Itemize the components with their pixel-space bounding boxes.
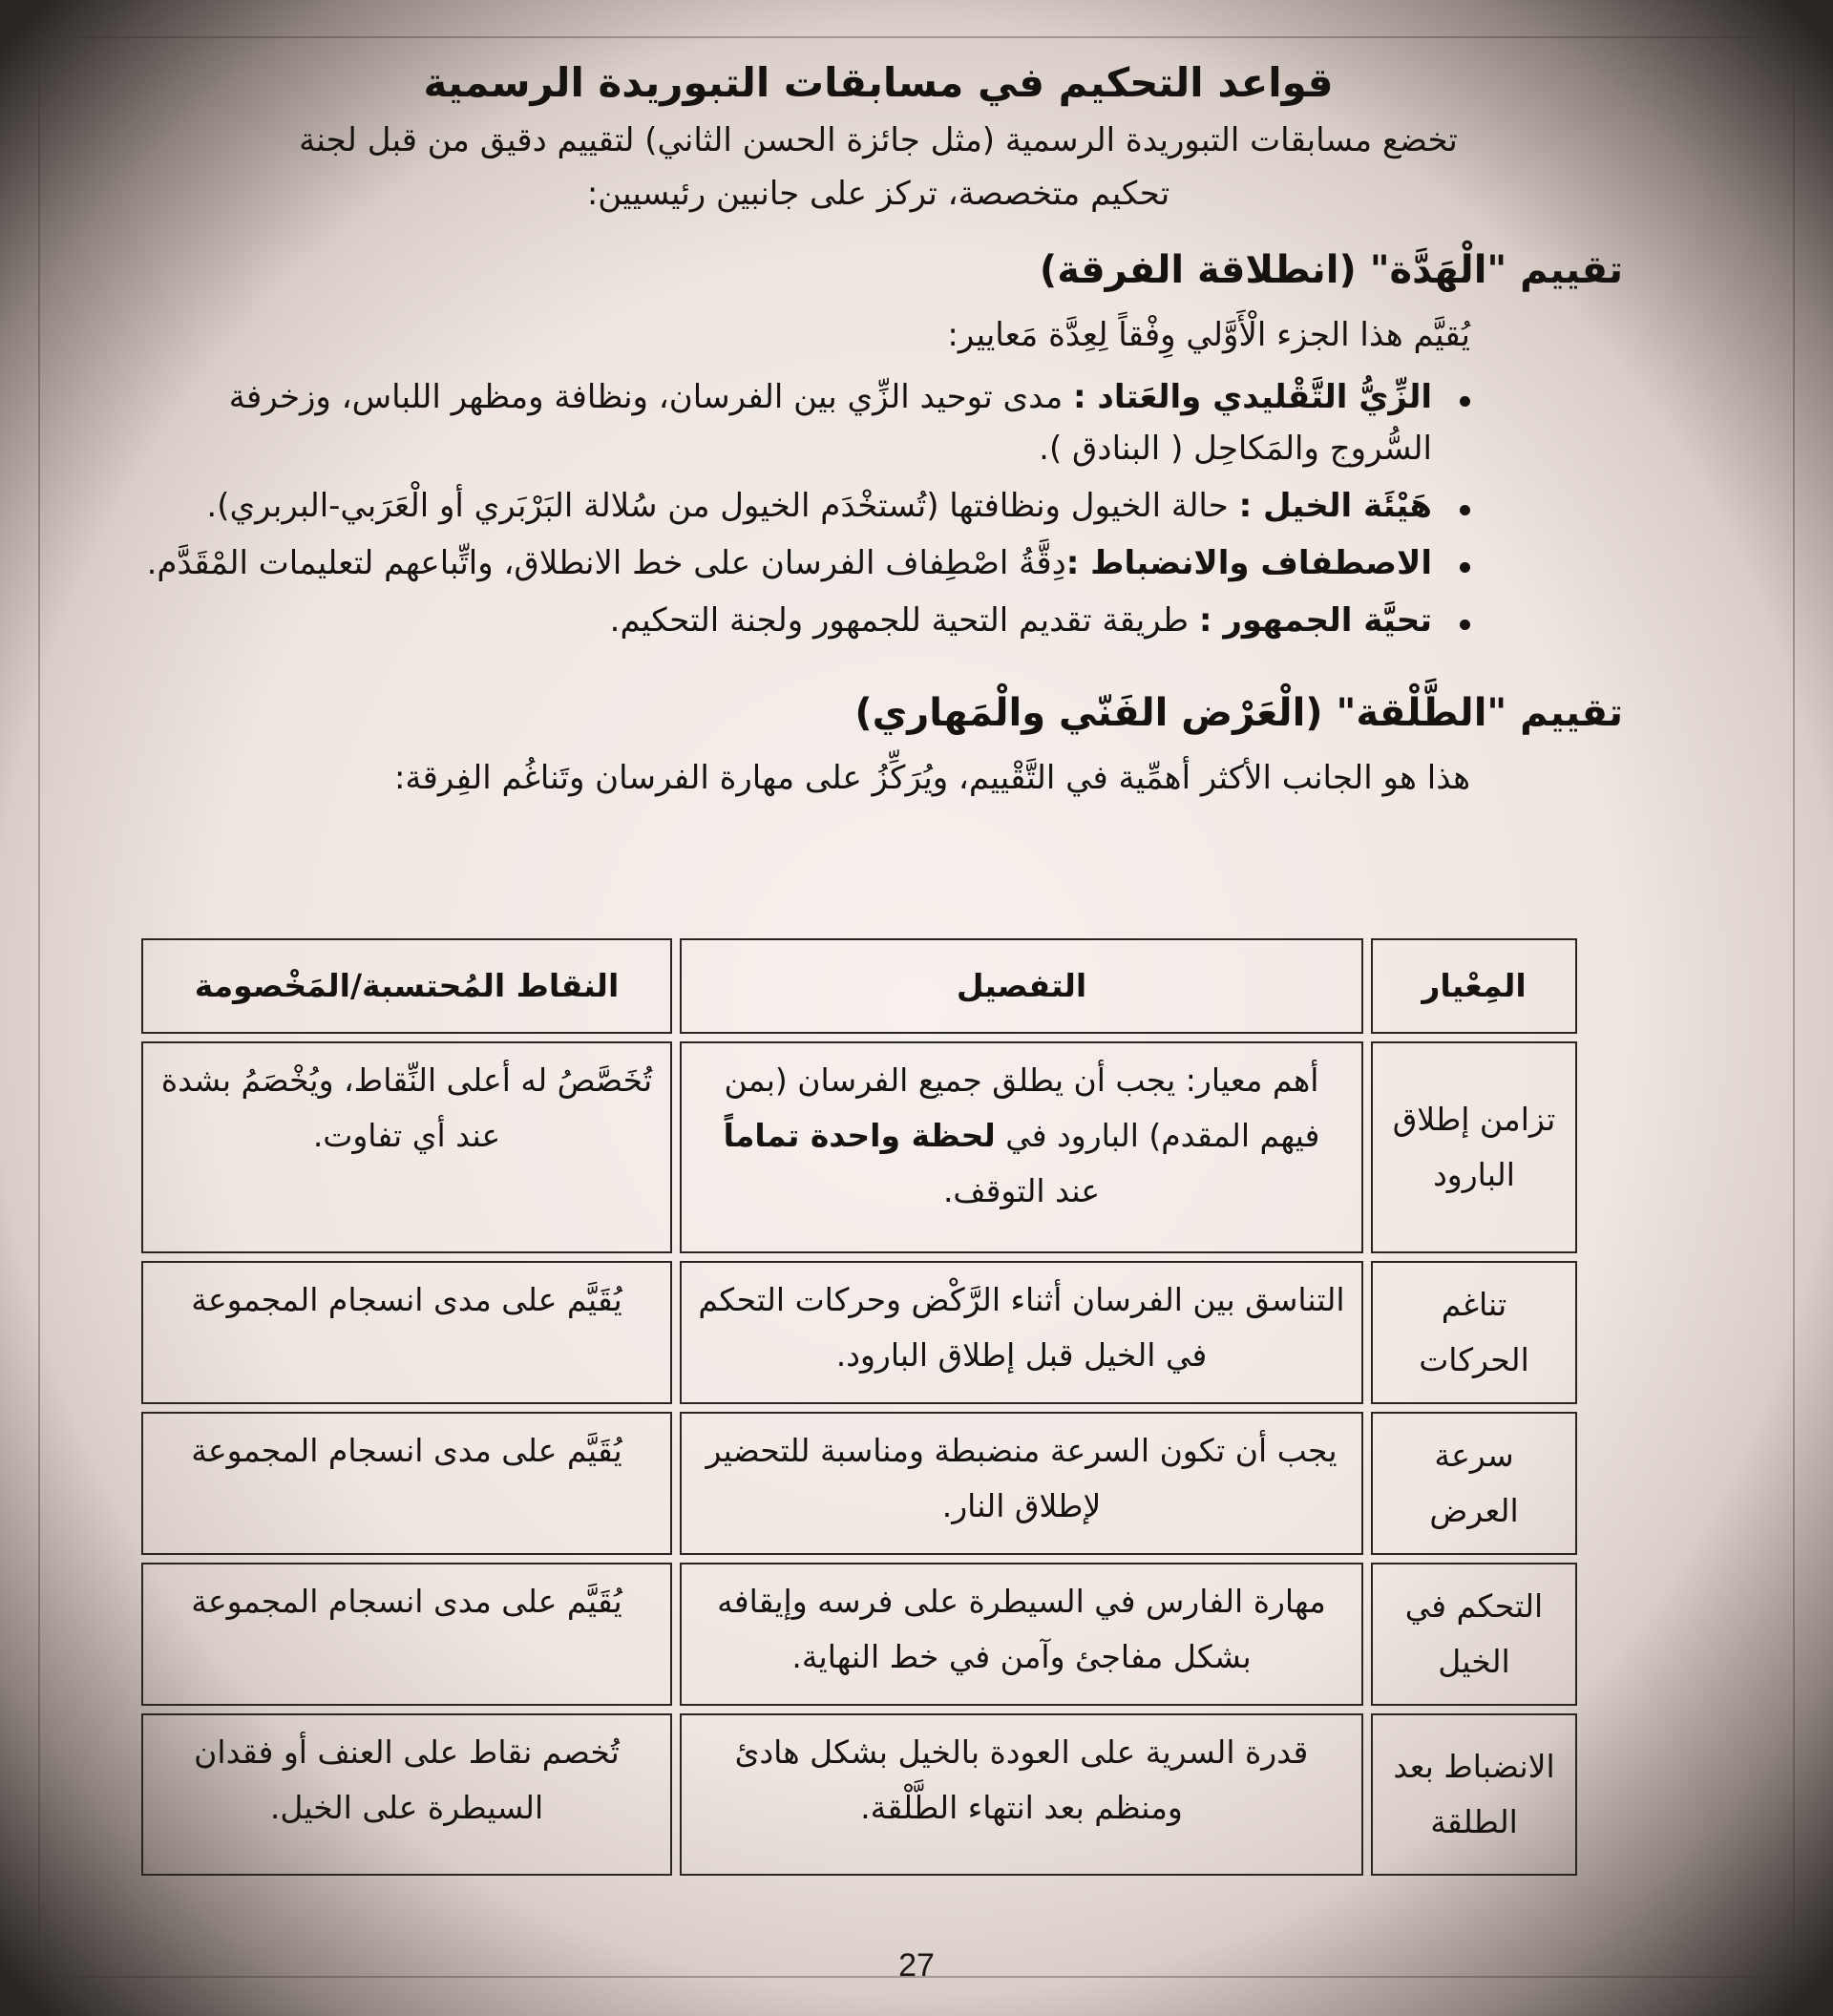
list-item (134, 480, 1470, 532)
list-item (134, 371, 1470, 474)
header-points: النقاط المُحتسبة/المَخْصومة (141, 938, 672, 1034)
section-intro-talqa: هذا هو الجانب الأكثر أهمِّية في التَّقْييم، ويُرَكِّزُ على مهارة الفرسان وتَناغُم الفِرقة: (393, 759, 1470, 797)
page-title: قواعد التحكيم في مسابقات التبوريدة الرسمية (423, 59, 1334, 106)
detail-text-end: عند التوقف. (942, 1172, 1101, 1209)
criterion-text: مدى توحيد الزِّي بين الفرسان، ونظافة ومظهر اللباس، وزخرفة السُّروج والمَكاحِل ( البنادق ). (228, 378, 1432, 468)
cell-detail: مهارة الفارس في السيطرة على فرسه وإيقافه بشكل مفاجئ وآمن في خط النهاية. (680, 1563, 1363, 1706)
cell-criterion: تزامن إطلاق البارود (1371, 1041, 1577, 1253)
table-row (141, 1713, 1577, 1876)
criterion-term: تحيَّة الجمهور : (1198, 601, 1432, 640)
criteria-list (134, 371, 1623, 646)
criterion-text: طريقة تقديم التحية للجمهور ولجنة التحكيم. (609, 601, 1199, 640)
cell-detail: التناسق بين الفرسان أثناء الرَّكْض وحركات التحكم في الخيل قبل إطلاق البارود. (680, 1261, 1363, 1404)
detail-text: أهم معيار: يجب أن يطلق جميع الفرسان (بمن فيهم المقدم) البارود في (724, 1061, 1320, 1154)
detail-emphasis: لحظة واحدة تماماً (723, 1117, 996, 1154)
cell-points: يُقَيَّم على مدى انسجام المجموعة (141, 1563, 672, 1706)
criterion-term: الزِّيُّ التَّقْليدي والعَتاد : (1072, 378, 1432, 416)
table-row (141, 1041, 1577, 1253)
cell-detail (680, 1041, 1363, 1253)
criterion-text: دِقَّةُ اصْطِفاف الفرسان على خط الانطلاق، واتِّباعهم لتعليمات المْقَدَّم. (146, 544, 1066, 582)
list-item (134, 595, 1470, 646)
cell-criterion: تناغم الحركات (1371, 1261, 1577, 1404)
intro-paragraph: تخضع مسابقات التبوريدة الرسمية (مثل جائزة الحسن الثاني) لتقييم دقيق من قبل لجنة تحكيم متخصصة، تركز على جانبين رئيسيين: (299, 121, 1458, 213)
criterion-term: هَيْئَة الخيل : (1238, 487, 1432, 525)
judging-table (134, 931, 1585, 1883)
cell-criterion: التحكم في الخيل (1371, 1563, 1577, 1706)
cell-detail: يجب أن تكون السرعة منضبطة ومناسبة للتحضير لإطلاق النار. (680, 1412, 1363, 1555)
cell-detail: قدرة السرية على العودة بالخيل بشكل هادئ ومنظم بعد انتهاء الطَّلْقة. (680, 1713, 1363, 1876)
section-intro-hadda: يُقيَّم هذا الجزء الْأَوَّلي وِفْقاً لِعِدَّة مَعايير: (947, 316, 1470, 354)
section-heading-hadda: تقييم "الْهَدَّة" (انطلاقة الفرقة) (1039, 248, 1623, 292)
table-row (141, 1261, 1577, 1404)
cell-criterion: سرعة العرض (1371, 1412, 1577, 1555)
cell-points: يُقَيَّم على مدى انسجام المجموعة (141, 1261, 672, 1404)
section-heading-talqa: تقييم "الطَّلْقة" (الْعَرْض الفَنّي والْمَهاري) (854, 691, 1623, 735)
document-body (134, 52, 1623, 1840)
table-row (141, 1412, 1577, 1555)
header-detail: التفصيل (680, 938, 1363, 1034)
list-item (134, 537, 1470, 589)
cell-points: تُخصم نقاط على العنف أو فقدان السيطرة على الخيل. (141, 1713, 672, 1876)
page-number: 27 (898, 1947, 935, 1984)
criterion-text: حالة الخيول ونظافتها (تُستخْدَم الخيول من سُلالة البَرْبَري أو الْعَرَبي-البربري). (206, 487, 1239, 525)
cell-criterion: الانضباط بعد الطلقة (1371, 1713, 1577, 1876)
header-criterion: المِعْيار (1371, 938, 1577, 1034)
table-row (141, 1563, 1577, 1706)
cell-points: يُقَيَّم على مدى انسجام المجموعة (141, 1412, 672, 1555)
criterion-term: الاصطفاف والانضباط : (1065, 544, 1432, 582)
table-header-row (141, 938, 1577, 1034)
cell-points: تُخَصَّصُ له أعلى النِّقاط، ويُخْصَمُ بشدة عند أي تفاوت. (141, 1041, 672, 1253)
